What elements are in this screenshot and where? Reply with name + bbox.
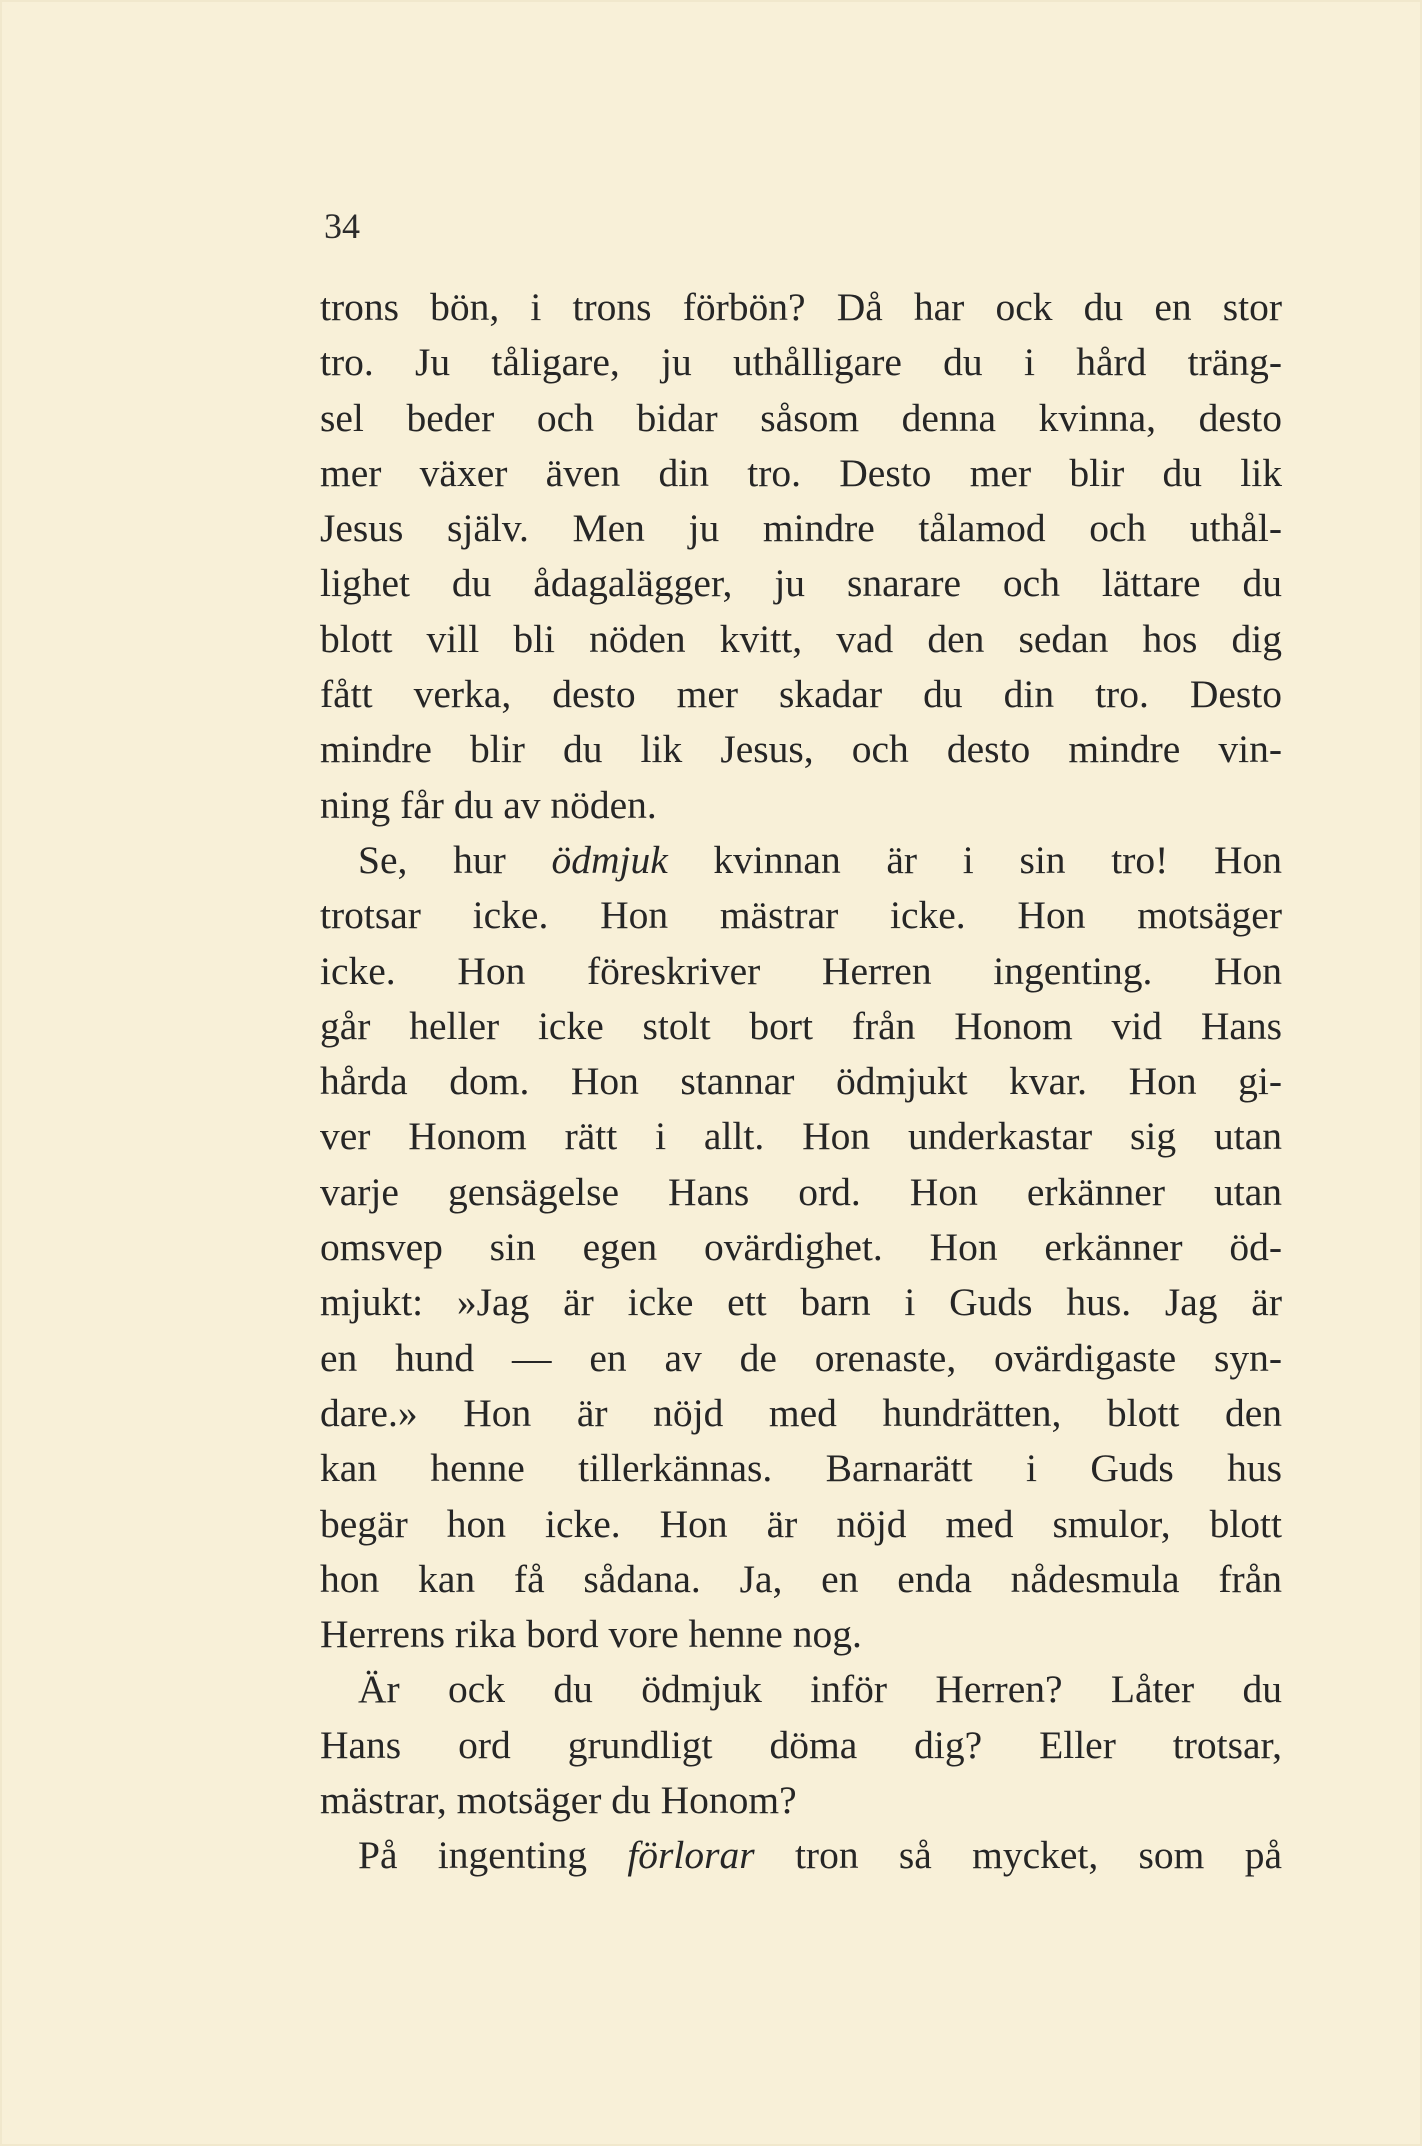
text-line: sel beder och bidar såsom denna kvinna, desto xyxy=(320,395,1282,440)
text-line: Herrens rika bord vore henne nog. xyxy=(320,1612,862,1657)
text-line: mer växer även din tro. Desto mer blir du lik xyxy=(320,450,1282,495)
text-line: Hans ord grundligt döma dig? Eller trotsar, xyxy=(320,1722,1282,1767)
text-line: kan henne tillerkännas. Barnarätt i Guds hus xyxy=(320,1446,1282,1491)
text-line: blott vill bli nöden kvitt, vad den sedan hos dig xyxy=(320,616,1282,661)
page-number: 34 xyxy=(324,206,360,246)
text-line xyxy=(320,1828,1282,1883)
text-line: hårda dom. Hon stannar ödmjukt kvar. Hon gi- xyxy=(320,1059,1282,1104)
body-text xyxy=(320,280,1282,1884)
text-segment: På ingenting xyxy=(358,1833,628,1878)
emphasized-word: förlorar xyxy=(627,1833,755,1878)
text-segment: kvinnan är i sin tro! Hon xyxy=(667,837,1282,882)
text-line: mjukt: »Jag är icke ett barn i Guds hus. Jag är xyxy=(320,1280,1282,1325)
text-line: mästrar, motsäger du Honom? xyxy=(320,1778,797,1823)
text-line: varje gensägelse Hans ord. Hon erkänner utan xyxy=(320,1169,1282,1214)
text-line: mindre blir du lik Jesus, och desto mindre vin- xyxy=(320,727,1282,772)
text-line: icke. Hon föreskriver Herren ingenting. Hon xyxy=(320,948,1282,993)
text-line: lighet du ådagalägger, ju snarare och lättare du xyxy=(320,561,1282,606)
text-line: begär hon icke. Hon är nöjd med smulor, blott xyxy=(320,1501,1282,1546)
text-line xyxy=(320,833,1282,888)
text-line: går heller icke stolt bort från Honom vid Hans xyxy=(320,1003,1282,1048)
text-line: Är ock du ödmjuk inför Herren? Låter du xyxy=(358,1667,1282,1712)
text-line: ver Honom rätt i allt. Hon underkastar sig utan xyxy=(320,1114,1282,1159)
text-line: trons bön, i trons förbön? Då har ock du en stor xyxy=(320,285,1282,329)
emphasized-word: ödmjuk xyxy=(551,837,668,882)
text-segment: tron så mycket, som på xyxy=(754,1833,1282,1878)
text-line: dare.» Hon är nöjd med hundrätten, blott den xyxy=(320,1390,1282,1435)
text-line: Jesus själv. Men ju mindre tålamod och uthål- xyxy=(320,506,1282,551)
text-line: ning får du av nöden. xyxy=(320,782,657,827)
text-line: omsvep sin egen ovärdighet. Hon erkänner öd- xyxy=(320,1225,1282,1270)
text-line: en hund — en av de orenaste, ovärdigaste syn- xyxy=(320,1335,1282,1380)
text-line: fått verka, desto mer skadar du din tro. Desto xyxy=(320,672,1282,717)
text-segment: Se, hur xyxy=(358,837,552,882)
text-line: tro. Ju tåligare, ju uthålligare du i hård träng- xyxy=(320,340,1282,385)
text-line: trotsar icke. Hon mästrar icke. Hon motsäger xyxy=(320,893,1282,938)
text-line: hon kan få sådana. Ja, en enda nådesmula från xyxy=(320,1556,1282,1601)
